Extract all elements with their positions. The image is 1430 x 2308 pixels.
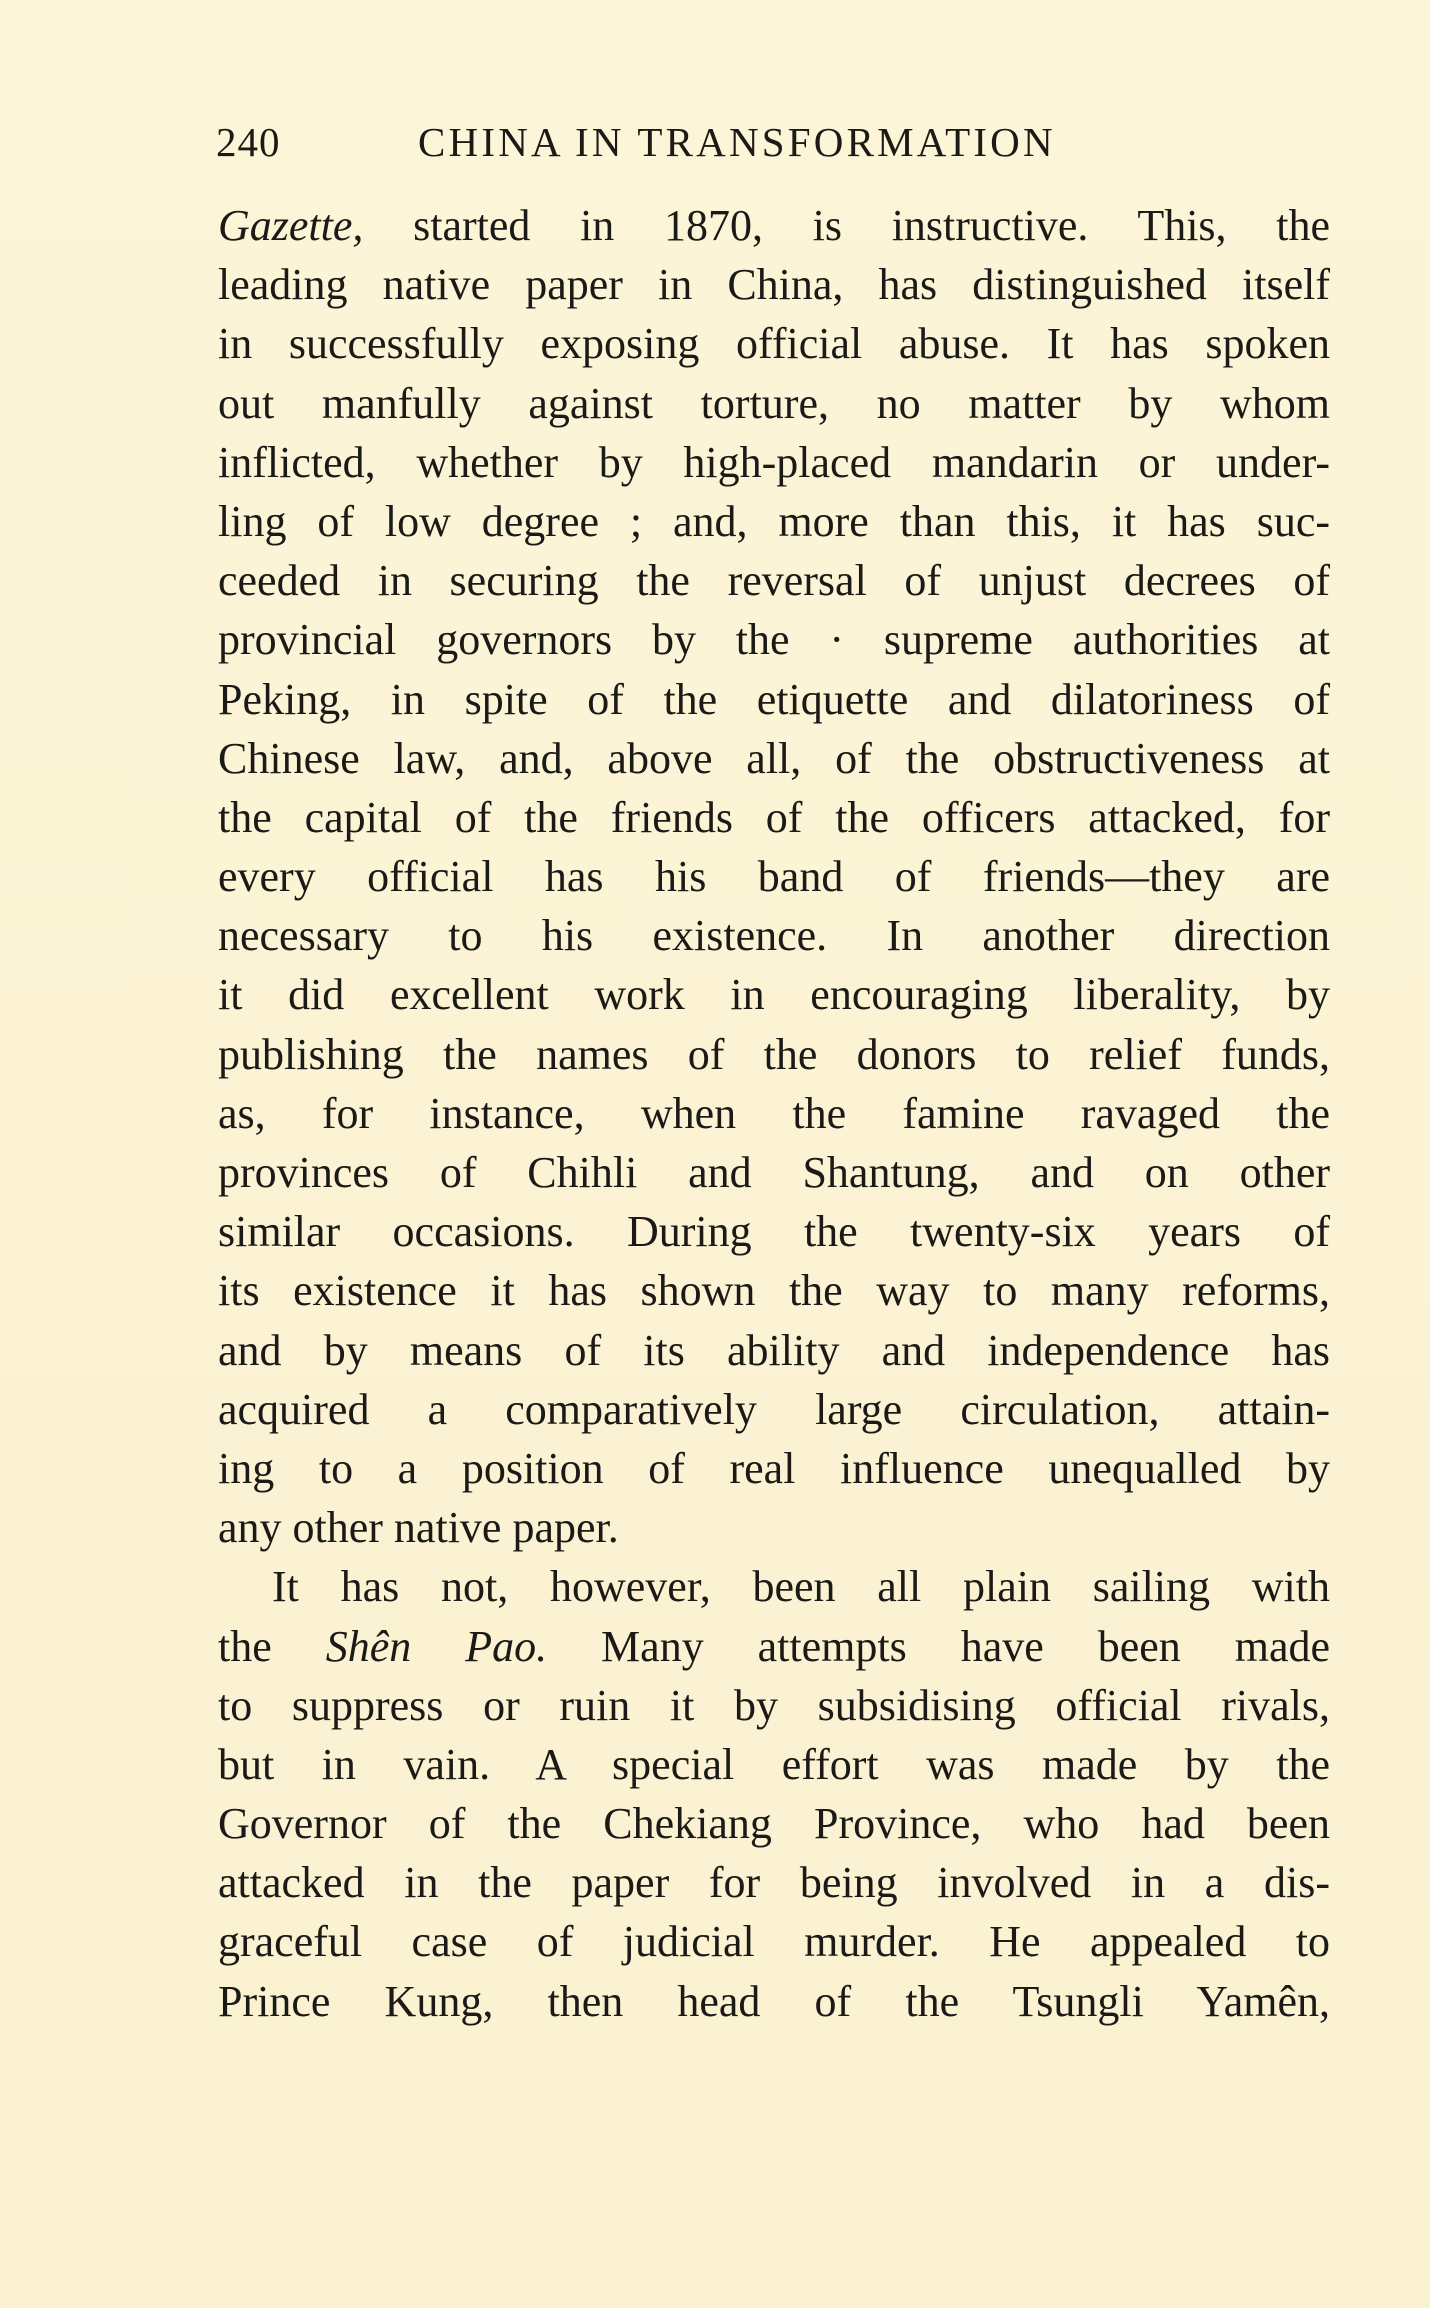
text-line: ceeded in securing the reversal of unjust decrees of	[218, 556, 1330, 606]
running-header	[216, 118, 1336, 178]
text-line: ing to a position of real influence unequalled by	[218, 1443, 1330, 1493]
text-line: leading native paper in China, has distinguished itself	[218, 260, 1330, 310]
text-line: Chinese law, and, above all, of the obstructiveness at	[218, 733, 1330, 783]
body-text	[218, 196, 1330, 2031]
italic-title: Shên Pao.	[325, 1621, 548, 1671]
text-line: necessary to his existence. In another direction	[218, 911, 1330, 961]
text-line: it did excellent work in encouraging liberality, by	[218, 970, 1330, 1020]
text-line: provinces of Chihli and Shantung, and on other	[218, 1148, 1330, 1197]
text-line: its existence it has shown the way to many reforms,	[218, 1266, 1330, 1316]
text-line: It has not, however, been all plain sailing with	[272, 1562, 1330, 1612]
page-number: 240	[216, 119, 281, 165]
text-line: similar occasions. During the twenty-six years of	[218, 1207, 1330, 1257]
text-line: in successfully exposing official abuse. It has spoken	[218, 319, 1330, 369]
text-line: ling of low degree ; and, more than this, it has suc-	[218, 496, 1330, 546]
text-line: acquired a comparatively large circulation, attain-	[218, 1384, 1330, 1434]
text-line: every official has his band of friends—they are	[218, 852, 1330, 902]
text-line: any other native paper.	[218, 1503, 619, 1553]
text-line: the Shên Pao. Many attempts have been made	[218, 1621, 1331, 1671]
text-line: as, for instance, when the famine ravaged the	[218, 1088, 1330, 1138]
text-line: but in vain. A special effort was made by the	[218, 1739, 1330, 1789]
text-line: the capital of the friends of the officers attacked, for	[218, 792, 1330, 842]
text-line: publishing the names of the donors to relief funds,	[218, 1029, 1330, 1079]
text-line: Governor of the Chekiang Province, who had been	[218, 1799, 1330, 1849]
text-line: to suppress or ruin it by subsidising official rivals,	[218, 1680, 1330, 1730]
text-line: out manfully against torture, no matter by whom	[218, 378, 1330, 428]
text-line: graceful case of judicial murder. He appealed to	[218, 1917, 1330, 1967]
text-line: Gazette, started in 1870, is instructive. This, the	[218, 201, 1330, 250]
italic-title: Gazette,	[218, 201, 364, 250]
text-line: attacked in the paper for being involved in a dis-	[218, 1858, 1330, 1908]
text-line: inflicted, whether by high-placed mandarin or under-	[218, 437, 1330, 487]
text-line: provincial governors by the · supreme authorities at	[218, 615, 1330, 665]
running-title: CHINA IN TRANSFORMATION	[418, 119, 1056, 165]
text-line: Peking, in spite of the etiquette and dilatoriness of	[218, 674, 1330, 724]
text-line: and by means of its ability and independence has	[218, 1325, 1330, 1375]
text-line: Prince Kung, then head of the Tsungli Yamên,	[218, 1976, 1330, 2026]
